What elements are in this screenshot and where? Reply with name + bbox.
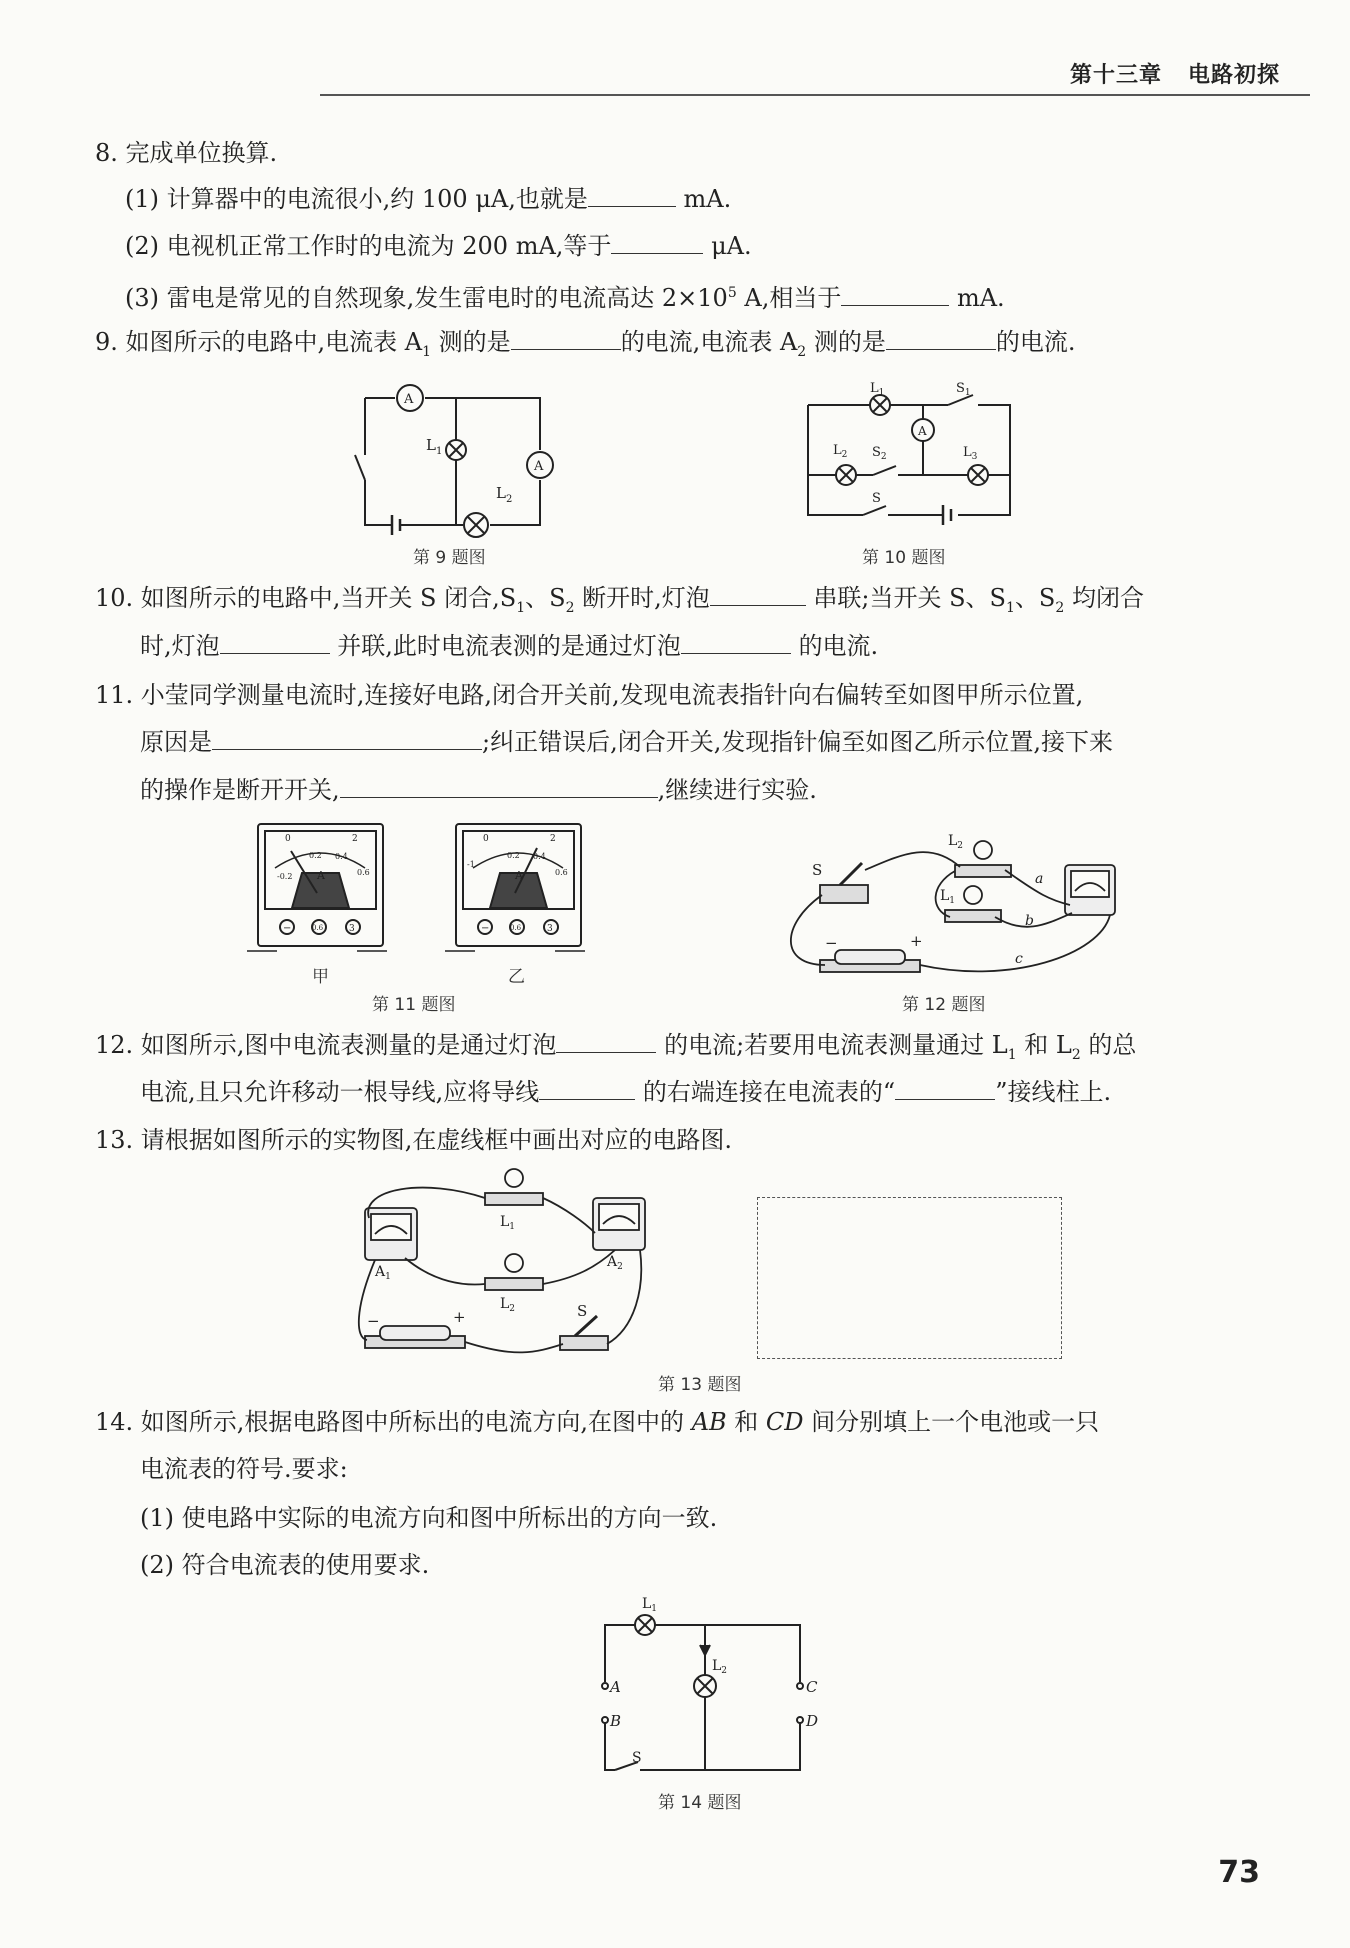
q10-line1: 10. 如图所示的电路中,当开关 S 闭合$,S_1$、$S_2$ 断开时,灯泡 串联;当开关 S、$S_1$、$S_2$ 均闭合 bbox=[95, 584, 1144, 616]
figure-10-circuit bbox=[808, 381, 1028, 530]
q8-part3: (3) 雷电是常见的自然现象,发生雷电时的电流高达 $2\times 10^5$ A,相当于 mA. bbox=[125, 284, 1005, 312]
meter-jia-caption: 甲 bbox=[312, 967, 329, 987]
q13-stem: 13. 请根据如图所示的实物图,在虚线框中画出对应的电路图. bbox=[95, 1126, 733, 1154]
fig12-wire-a: a bbox=[1035, 871, 1044, 887]
q8-part2: (2) 电视机正常工作时的电流为 200 mA,等于 μA. bbox=[125, 232, 752, 260]
page-number: 73 bbox=[1218, 1855, 1260, 1890]
meter-jia-A-label: A bbox=[317, 869, 325, 882]
fig10-S2-label: $S_2$ bbox=[872, 445, 887, 462]
figure-9-circuit bbox=[360, 390, 560, 530]
q12-line1: 12. 如图所示,图中电流表测量的是通过灯泡 的电流;若要用电流表测量通过 $L_1$ 和 $L_2$ 的总 bbox=[95, 1031, 1137, 1063]
q11-line2: 原因是 ;纠正错误后,闭合开关,发现指针偏至如图乙所示位置,接下来 bbox=[140, 728, 1113, 756]
fig12-caption: 第 12 题图 bbox=[902, 995, 986, 1015]
q9-text: 9. 如图所示的电路中,电流表 $A_1$ 测的是 的电流,电流表 $A_2$ 测的是 的电流. bbox=[95, 328, 1076, 360]
fig13-L1-label: $L_1$ bbox=[500, 1214, 516, 1232]
fig11-caption: 第 11 题图 bbox=[372, 995, 456, 1015]
fig13-L2-label: $L_2$ bbox=[500, 1296, 516, 1314]
q10-line2: 时,灯泡 并联,此时电流表测的是通过灯泡 的电流. bbox=[140, 632, 879, 660]
fig10-caption: 第 10 题图 bbox=[862, 548, 946, 568]
fig14-L2-label: $L_2$ bbox=[712, 1658, 728, 1676]
meter-jia-term-3: 3 bbox=[349, 924, 355, 934]
fig13-S-label: S bbox=[577, 1302, 588, 1320]
meter-yi-term-3: 3 bbox=[547, 924, 553, 934]
meter-yi-tick04: 0.4 bbox=[533, 852, 546, 861]
fig12-wire-c: c bbox=[1015, 951, 1023, 967]
header-rule bbox=[320, 94, 1310, 96]
meter-jia-term-06: 0.6 bbox=[312, 924, 324, 932]
fig12-L1-label: $L_1$ bbox=[940, 888, 956, 906]
q8-stem: 8. 完成单位换算. bbox=[95, 139, 278, 167]
q14-line1: 14. 如图所示,根据电路图中所标出的电流方向,在图中的 AB 和 CD 间分别填上一个电池或一只 bbox=[95, 1408, 1100, 1436]
meter-jia-tick02: 0.2 bbox=[309, 851, 322, 860]
fig12-wire-b: b bbox=[1025, 913, 1034, 929]
fig14-L1-label: $L_1$ bbox=[642, 1596, 658, 1614]
fig9-L1-label: $L_1$ bbox=[426, 436, 443, 457]
fig14-point-D: D bbox=[806, 1712, 819, 1730]
figure-11-meter-yi bbox=[455, 823, 585, 953]
meter-yi-tick-neg: -1 bbox=[467, 860, 475, 869]
q14-req1: (1) 使电路中实际的电流方向和图中所标出的方向一致. bbox=[140, 1504, 718, 1532]
meter-jia-tick04: 0.4 bbox=[335, 852, 348, 861]
fig13-answer-box[interactable] bbox=[757, 1197, 1062, 1359]
meter-jia-tick06: 0.6 bbox=[357, 868, 370, 877]
meter-yi-term-06: 0.6 bbox=[510, 924, 522, 932]
meter-yi-A-label: A bbox=[515, 869, 523, 882]
fig10-L3-label: $L_3$ bbox=[963, 445, 978, 462]
fig13-minus-label: − bbox=[367, 1312, 380, 1330]
fig13-plus-label: + bbox=[453, 1308, 466, 1326]
fig14-point-B: B bbox=[610, 1712, 622, 1730]
fig10-L1-label: $L_1$ bbox=[870, 381, 885, 398]
fig12-L2-label: $L_2$ bbox=[948, 833, 964, 851]
figure-11-meter-jia bbox=[257, 823, 387, 953]
meter-yi-caption: 乙 bbox=[508, 967, 525, 987]
fig12-plus-label: + bbox=[910, 932, 923, 950]
fig13-A1-label: $A_1$ bbox=[375, 1264, 391, 1282]
fig10-L2-label: $L_2$ bbox=[833, 443, 848, 460]
fig13-caption: 第 13 题图 bbox=[658, 1375, 742, 1395]
fig14-point-A: A bbox=[610, 1678, 621, 1696]
meter-jia-tick2: 2 bbox=[352, 834, 358, 844]
q14-line2: 电流表的符号.要求: bbox=[140, 1455, 348, 1483]
meter-yi-tick02: 0.2 bbox=[507, 851, 520, 860]
figure-14-circuit bbox=[590, 1596, 819, 1780]
fig12-minus-label: − bbox=[825, 934, 838, 952]
fig9-ammeter2-label: A bbox=[534, 459, 544, 474]
figure-13-physical-circuit bbox=[345, 1168, 645, 1358]
q8-part1: (1) 计算器中的电流很小,约 100 μA,也就是 mA. bbox=[125, 185, 732, 213]
figure-12-physical-circuit bbox=[780, 825, 1140, 985]
fig10-ammeter-label: A bbox=[918, 424, 927, 438]
fig13-A2-label: $A_2$ bbox=[607, 1254, 623, 1272]
meter-yi-tick0: 0 bbox=[483, 834, 489, 844]
q11-line1: 11. 小莹同学测量电流时,连接好电路,闭合开关前,发现电流表指针向右偏转至如图甲所示位置, bbox=[95, 681, 1084, 709]
fig12-S-label: S bbox=[812, 861, 823, 879]
meter-yi-term-minus: − bbox=[481, 923, 490, 934]
meter-jia-tick-neg: -0.2 bbox=[277, 872, 293, 881]
fig14-caption: 第 14 题图 bbox=[658, 1793, 742, 1813]
q14-req2: (2) 符合电流表的使用要求. bbox=[140, 1551, 430, 1579]
meter-jia-term-minus: − bbox=[283, 923, 292, 934]
fig14-point-C: C bbox=[806, 1678, 818, 1696]
meter-jia-tick0: 0 bbox=[285, 834, 291, 844]
fig9-ammeter1-label: A bbox=[404, 392, 414, 407]
fig10-S1-label: $S_1$ bbox=[956, 381, 971, 398]
fig10-S-label: S bbox=[872, 491, 881, 506]
fig14-S-label: S bbox=[632, 1750, 642, 1766]
chapter-header: 第十三章 电路初探 bbox=[1069, 63, 1280, 88]
q12-line2: 电流,且只允许移动一根导线,应将导线 的右端连接在电流表的“ ”接线柱上. bbox=[140, 1078, 1112, 1106]
q11-line3: 的操作是断开开关, ,继续进行实验. bbox=[140, 776, 817, 804]
meter-yi-tick06: 0.6 bbox=[555, 868, 568, 877]
fig9-L2-label: $L_2$ bbox=[496, 484, 513, 505]
meter-yi-tick2: 2 bbox=[550, 834, 556, 844]
fig9-caption: 第 9 题图 bbox=[413, 548, 486, 568]
